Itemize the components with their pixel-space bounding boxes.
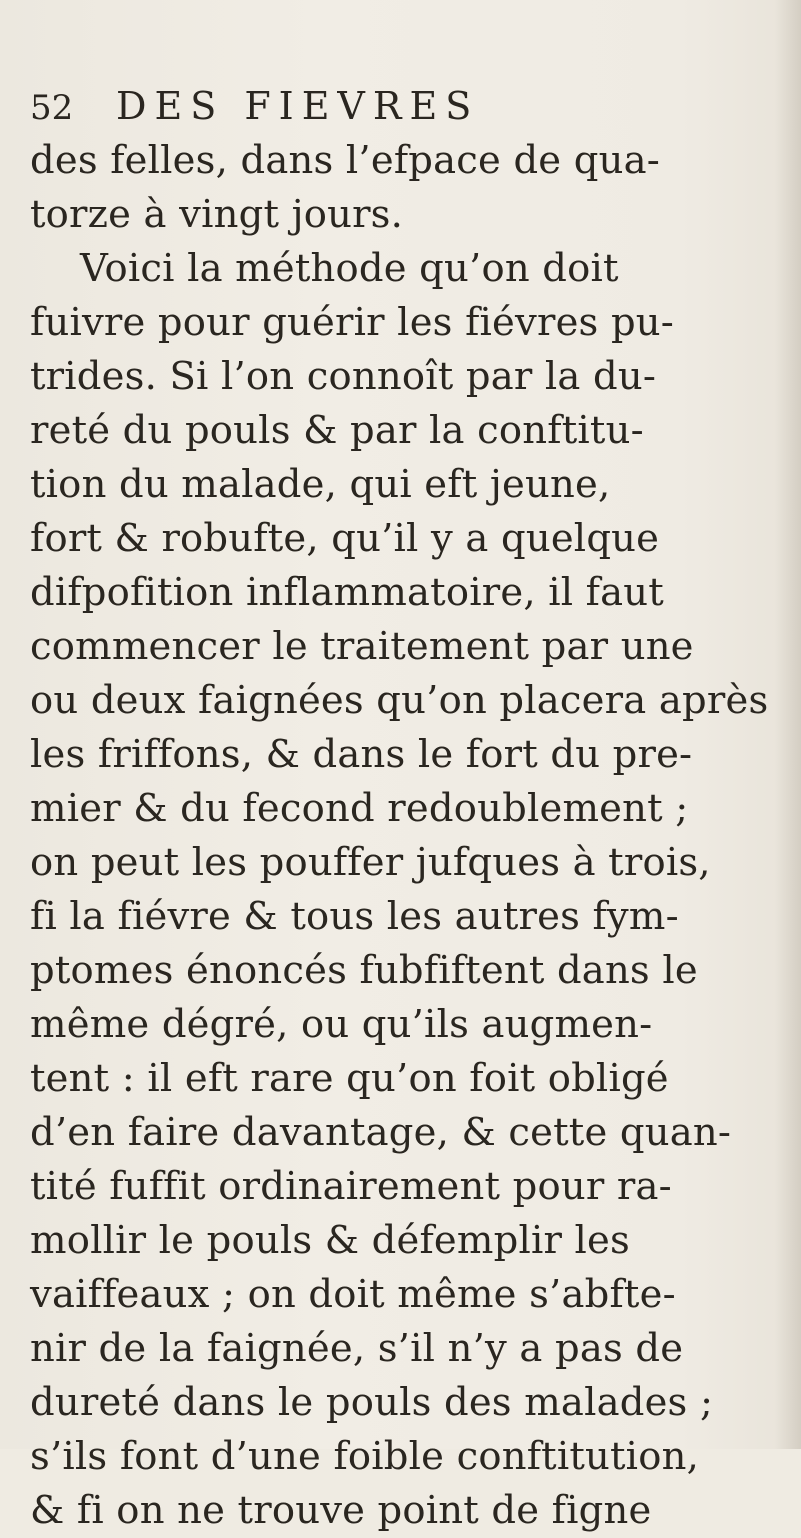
text-line: torze à vingt jours. — [30, 192, 404, 237]
page-number: 52 — [30, 88, 74, 128]
text-line: & fi on ne trouve point de figne — [30, 1488, 652, 1533]
text-line: Voici la méthode qu’on doit — [80, 246, 619, 291]
text-line: tent : il eft rare qu’on foit obligé — [30, 1056, 669, 1101]
text-line: tion du malade, qui eft jeune, — [30, 462, 611, 507]
text-line: d’en faire davantage, & cette quan- — [30, 1110, 732, 1155]
text-line: trides. Si l’on connoît par la du- — [30, 354, 657, 399]
text-line: même dégré, ou qu’ils augmen- — [30, 1002, 653, 1047]
text-line: fuivre pour guérir les fiévres pu- — [30, 300, 675, 345]
page-header — [30, 78, 730, 134]
text-line: dureté dans le pouls des malades ; — [30, 1380, 714, 1425]
running-title: DES FIEVRES — [116, 84, 480, 128]
text-line: mier & du fecond redoublement ; — [30, 786, 689, 831]
text-line: les friffons, & dans le fort du pre- — [30, 732, 693, 777]
text-line: mollir le pouls & défemplir les — [30, 1218, 630, 1263]
text-line: fi la fiévre & tous les autres fym- — [30, 894, 679, 939]
text-line: ou deux faignées qu’on placera après — [30, 678, 769, 723]
text-line: ptomes énoncés fubfiftent dans le — [30, 948, 698, 993]
text-line: commencer le traitement par une — [30, 624, 694, 669]
text-line: reté du pouls & par la conftitu- — [30, 408, 644, 453]
text-line: s’ils font d’une foible conftitution, — [30, 1434, 700, 1479]
text-line: vaiffeaux ; on doit même s’abfte- — [30, 1272, 676, 1317]
text-line: on peut les pouffer jufques à trois, — [30, 840, 711, 885]
text-line: tité fuffit ordinairement pour ra- — [30, 1164, 672, 1209]
text-line: des felles, dans l’efpace de qua- — [30, 138, 660, 183]
text-line: nir de la faignée, s’il n’y a pas de — [30, 1326, 684, 1371]
text-line: fort & robufte, qu’il y a quelque — [30, 516, 660, 561]
text-line: difpofition inflammatoire, il faut — [30, 570, 664, 615]
body-text — [30, 134, 782, 1538]
